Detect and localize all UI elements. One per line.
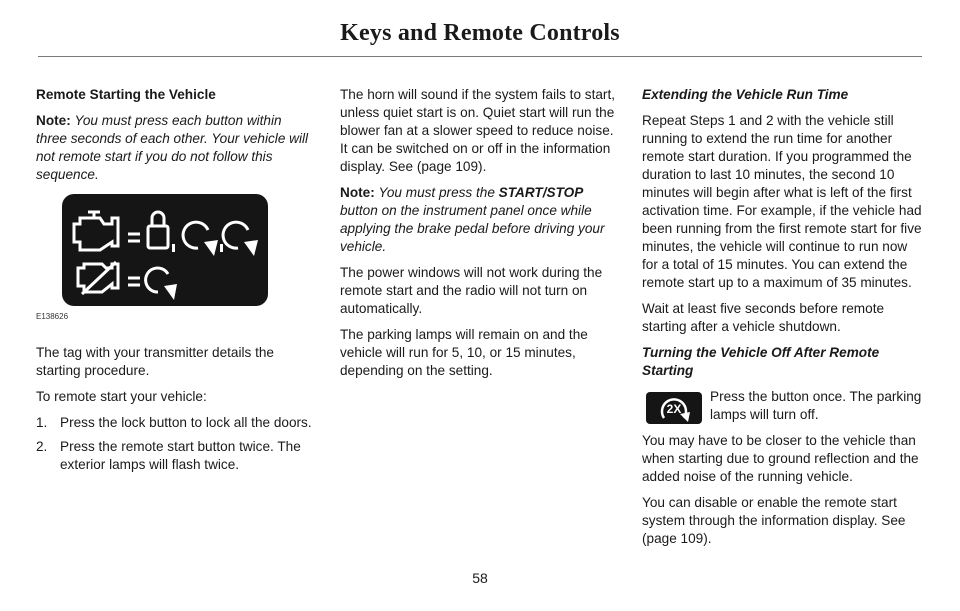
start-stop-label: START/STOP [498, 185, 584, 200]
list-item [36, 438, 314, 474]
button-instruction [642, 388, 922, 432]
comma-separator-icon [220, 244, 223, 252]
step-number: 1. [36, 415, 48, 430]
step-number: 2. [36, 439, 48, 454]
double-arrow-icon [646, 392, 702, 424]
remote-start-sequence-figure [62, 194, 268, 306]
remote-start-icon [223, 222, 248, 248]
paragraph: You may have to be closer to the vehicle than when starting due to ground reflection and the added noise of the running vehicle. [642, 433, 919, 484]
paragraph: You can disable or enable the remote start system through the information display. See (page 109). [642, 495, 906, 546]
remote-start-2x-button-icon [646, 392, 702, 424]
comma-separator-icon [172, 244, 175, 252]
remote-start-arrow-icon [244, 240, 258, 256]
paragraph: The parking lamps will remain on and the vehicle will run for 5, 10, or 15 minutes, depending on the setting. [340, 327, 588, 378]
remote-start-arrow-icon [164, 284, 177, 300]
engine-icon [74, 212, 118, 250]
section-heading-extending-run-time: Extending the Vehicle Run Time [642, 87, 849, 102]
remote-start-icon [183, 222, 208, 248]
list-item [36, 414, 314, 432]
section-heading-remote-starting: Remote Starting the Vehicle [36, 87, 216, 102]
paragraph: The power windows will not work during the remote start and the radio will not turn on automatically. [340, 265, 603, 316]
note-paragraph [36, 112, 314, 184]
note-label: Note: [340, 185, 375, 200]
paragraph: Wait at least five seconds before remote starting after a vehicle shutdown. [642, 301, 885, 334]
step-text: Press the lock button to lock all the doors. [60, 415, 312, 430]
column-left [36, 86, 314, 480]
paragraph: Press the button once. The parking lamps will turn off. [710, 389, 922, 422]
note-paragraph [340, 184, 618, 256]
section-heading-turning-off: Turning the Vehicle Off After Remote Starting [642, 345, 880, 378]
step-text: Press the remote start button twice. The exterior lamps will flash twice. [60, 439, 301, 472]
paragraph: To remote start your vehicle: [36, 389, 207, 404]
remote-start-arrow-icon [204, 240, 218, 256]
button-label: 2X [666, 402, 682, 416]
paragraph: Repeat Steps 1 and 2 with the vehicle still running to extend the run time for another remote start duration. If you programmed the duration to last 10 minutes, the second 10 minutes will begin after what is left of the first activation time. For example, if the vehicle had been running from the first remote start for five minutes, the vehicle will continue to run now for a total of 15 minutes. You can extend the remote start up to a maximum of 35 minutes. [642, 113, 922, 290]
sequence-illustration [62, 194, 268, 306]
note-text-pre: You must press the [378, 185, 499, 200]
page-header-title: Keys and Remote Controls [340, 20, 620, 46]
note-text-post: button on the instrument panel once while applying the brake pedal before driving your vehicle. [340, 203, 605, 254]
lock-icon [148, 212, 168, 248]
engine-off-icon [78, 262, 118, 294]
step-list [36, 414, 314, 474]
note-label: Note: [36, 113, 71, 128]
header-divider [38, 56, 922, 57]
figure-id: E138626 [36, 312, 69, 321]
paragraph: The tag with your transmitter details the starting procedure. [36, 345, 274, 378]
column-middle [340, 86, 618, 388]
equals-icon [128, 234, 140, 241]
paragraph: The horn will sound if the system fails to start, unless quiet start is on. Quiet start will run the blower fan at a slower speed to reduce noise. It can be switched on or off in the information display. See (page 109). [340, 87, 616, 174]
page-number: 58 [472, 570, 488, 586]
remote-start-icon [146, 268, 168, 292]
note-text: You must press each button within three seconds of each other. Your vehicle will not remote start if you do not follow this sequence. [36, 113, 309, 182]
column-right [642, 86, 922, 556]
equals-icon [128, 278, 140, 285]
